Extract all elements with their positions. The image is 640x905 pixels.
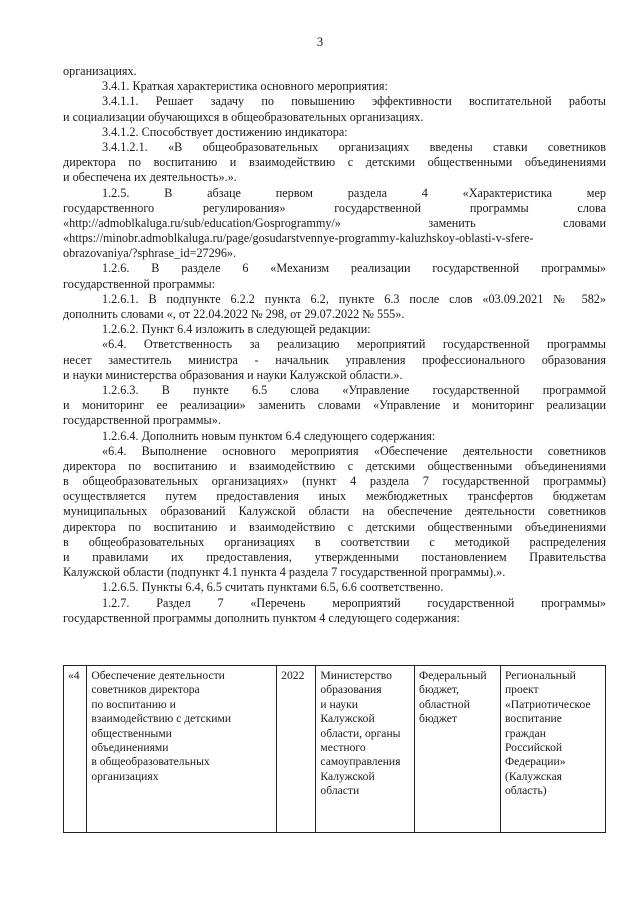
text-line: 1.2.6.5. Пункты 6.4, 6.5 считать пунктами 6.5, 6.6 соответственно. (102, 580, 444, 595)
text-line: в общеобразовательных организациях» (пункт 4 раздела 7 государственной программы) (63, 474, 606, 489)
text-line: 3.4.1.2. Способствует достижению индикатора: (102, 124, 348, 139)
text-line: «http://admoblkaluga.ru/sub/education/Gosprogrammy/» заменить словами (63, 215, 606, 230)
text-line: «https://minobr.admoblkaluga.ru/page/gosudarstvennye-programmy-kaluzhskoy-oblasti-v-sfere- (63, 231, 534, 246)
cell-line: и науки (320, 697, 358, 711)
text-line: и обеспечена их деятельность».». (63, 170, 237, 185)
cell-line: граждан (504, 726, 546, 740)
cell-line: Обеспечение деятельности (91, 669, 225, 682)
text-line: Калужской области (подпункт 4.1 пункта 4 раздела 7 государственной программы).». (63, 565, 506, 580)
text-line: муниципальных образований Калужской области на обеспечение деятельности советников (63, 504, 606, 519)
page-number: 3 (316, 35, 324, 49)
text-line: государственного регулирования» государственной программы слова (63, 200, 606, 215)
cell-line: Российской (504, 741, 563, 755)
cell-line: Федерации» (504, 755, 566, 769)
cell-line: взаимодействию с детскими (91, 712, 232, 726)
cell-line: объединениями (91, 741, 169, 755)
cell-line: Министерство (320, 669, 392, 682)
text-line: 1.2.6.1. В подпункте 6.2.2 пункта 6.2, пункте 6.3 после слов «03.09.2021 № 582» (102, 291, 606, 306)
text-line: дополнить словами «, от 22.04.2022 № 298, от 29.07.2022 № 555». (63, 307, 405, 321)
cell-executor (316, 666, 415, 833)
text-line: 3.4.1.2.1. «В общеобразовательных организациях введены ставки советников (102, 139, 606, 154)
text-line: 1.2.6.3. В пункте 6.5 слова «Управление государственной программой (102, 382, 606, 397)
text-line: директора по воспитанию и взаимодействию с детскими общественными объединениями (63, 155, 606, 170)
text-line: осуществляется путем предоставления иных межбюджетных трансфертов бюджетам (63, 489, 606, 504)
table-row (64, 666, 606, 833)
cell-funding-source (415, 666, 501, 833)
cell-year (277, 666, 316, 833)
cell-line: Федеральный (419, 669, 487, 682)
cell-measure-name (87, 666, 277, 833)
text-line: obrazovaniya/?sphrase_id=27296». (63, 246, 237, 261)
text-line: 1.2.7. Раздел 7 «Перечень мероприятий государственной программы» (102, 595, 606, 610)
cell-line: по воспитанию и (91, 697, 176, 711)
text-line: 1.2.6.2. Пункт 6.4 изложить в следующей редакции: (102, 322, 371, 337)
text-line: 1.2.6.4. Дополнить новым пунктом 6.4 следующего содержания: (102, 428, 436, 443)
text-line: несет заместитель министра - начальник управления профессионального образования (63, 352, 606, 367)
text-line: директора по воспитанию и взаимодействию с детскими общественными объединениями (63, 519, 606, 534)
text-line: и науки министерства образования и науки Калужской области.». (63, 367, 403, 382)
cell-line: местного (320, 741, 366, 755)
cell-line: бюджет (419, 712, 457, 726)
text-line: организациях. (63, 64, 137, 78)
text-line: 1.2.6. В разделе 6 «Механизм реализации государственной программы» (102, 261, 606, 276)
cell-number (64, 666, 87, 833)
text-line: «6.4. Выполнение основного мероприятия «Обеспечение деятельности советников (102, 443, 606, 458)
cell-line: Региональный (504, 669, 576, 682)
measures-table (63, 665, 606, 833)
cell-line: самоуправления (320, 755, 401, 769)
cell-line: Калужской (320, 712, 375, 726)
text-line: директора по воспитанию и взаимодействию с детскими общественными объединениями (63, 458, 606, 473)
cell-line: область) (504, 784, 547, 798)
text-line: 1.2.5. В абзаце первом раздела 4 «Характеристика мер (102, 185, 606, 200)
text-line: и правилами их предоставления, утвержденными постановлением Правительства (63, 550, 606, 564)
cell-line: бюджет, (419, 683, 460, 697)
cell-line: в общеобразовательных (91, 755, 210, 769)
cell-line: общественными (91, 726, 172, 740)
cell-line: воспитание (504, 712, 562, 726)
cell-line: советников директора (91, 683, 200, 697)
cell-line: (Калужская (504, 769, 562, 783)
cell-line: Калужской (320, 769, 375, 783)
document-body (63, 64, 606, 626)
text-line: 3.4.1.1. Решает задачу по повышению эффективности воспитательной работы (102, 94, 606, 109)
cell-line: областной (419, 697, 470, 711)
cell-line: организациях (91, 769, 159, 783)
text-line: государственной программы: (63, 276, 216, 291)
cell-line: области, органы (320, 726, 401, 740)
text-line: государственной программы дополнить пунктом 4 следующего содержания: (63, 610, 460, 625)
cell-line: проект (504, 683, 539, 697)
text-line: в общеобразовательных организациях в соответствии с методикой распределения (63, 534, 606, 549)
cell-line: области (320, 784, 360, 798)
cell-line: 2022 (281, 669, 305, 682)
cell-line: «4 (68, 669, 80, 682)
text-line: 3.4.1. Краткая характеристика основного мероприятия: (102, 79, 388, 94)
text-line: «6.4. Ответственность за реализацию мероприятий государственной программы (102, 337, 606, 352)
text-line: государственной программы». (63, 413, 221, 428)
text-line: и социализации обучающихся в общеобразовательных организациях. (63, 109, 424, 124)
cell-line: образования (320, 683, 382, 697)
cell-project (500, 666, 605, 833)
cell-line: «Патриотическое (504, 697, 591, 711)
text-line: и мониторинг ее реализации» заменить словами «Управление и мониторинг реализации (63, 398, 606, 413)
